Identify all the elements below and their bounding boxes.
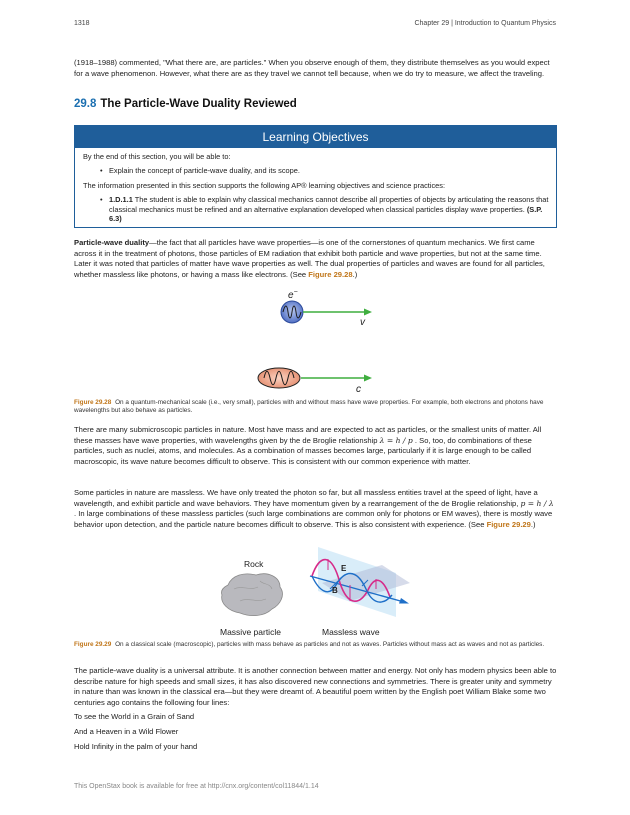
page-number: 1318	[74, 20, 90, 27]
caption-label: Figure 29.28	[74, 399, 112, 406]
figure-29-29	[210, 545, 425, 640]
figure-29-29-caption	[74, 641, 555, 649]
massless-wave-label: Massless wave	[322, 627, 380, 637]
section-title: The Particle-Wave Duality Reviewed	[100, 98, 297, 110]
objective-bullet	[83, 166, 550, 176]
poem-line-1: To see the World in a Grain of Sand	[74, 712, 195, 721]
paragraph-duality	[74, 238, 557, 280]
paragraph-text: . In large combinations of these massless particles (such large combinations are common only for photons or EM waves), there is mostly wave behavior upon detection, and the particle nature becomes difficult to observe. This is also consistent with experience. (See	[74, 509, 553, 529]
objective-text: Explain the concept of particle-wave duality, and its scope.	[109, 166, 300, 175]
electric-field-label: E	[341, 564, 347, 573]
electron-label: e−	[288, 289, 298, 301]
section-number: 29.8	[74, 98, 97, 110]
paragraph-universal-attribute: The particle-wave duality is a universal attribute. It is another connection between matter and energy. Not only has modern physics been able to describe nature for high speeds and small sizes, it has also discovered new connections and symmetries. There is greater unity and symmetry in nature than was known in the classical era—but they were dreamt of. A beautiful poem written by the English poet William Blake some two centuries ago contains the following four lines:	[74, 666, 557, 707]
term-particle-wave-duality: Particle-wave duality	[74, 238, 150, 247]
paragraph-end: .)	[352, 269, 358, 279]
ap-objective-text: The student is able to explain why classical mechanics cannot describe all properties of objects by articulating the reasons that classical mechanics must be refined and an alternative explanation developed when classical particles display wave properties.	[109, 195, 549, 214]
caption-text: On a classical scale (macroscopic), particles with mass behave as particles and not as waves. Particles without mass act as waves and not as particles.	[115, 641, 545, 648]
ap-objective-code: 1.D.1.1	[109, 195, 133, 204]
velocity-label: v	[360, 317, 365, 328]
figure-29-28-caption	[74, 399, 555, 416]
objectives-support: The information presented in this section supports the following AP® learning objectives and science practices:	[83, 181, 446, 190]
paragraph-duality-text: —the fact that all particles have wave properties—is one of the cornerstones of quantum mechanics. We first came across it in the treatment of photons, those particles of EM radiation that exhibit both particle and wave properties, but not at the same time. Later it was noted that particles of matter have wave properties as well. The dual properties of particles and waves are found for all particles, whether massless like photons, or having a mass like electrons. (See	[74, 238, 545, 279]
figure-29-29-link[interactable]: Figure 29.29	[486, 519, 531, 529]
figure-29-28-link[interactable]: Figure 29.28	[308, 269, 353, 279]
learning-objectives-box	[74, 125, 557, 228]
chapter-title: Chapter 29 | Introduction to Quantum Physics	[414, 20, 556, 27]
speed-of-light-label: c	[356, 384, 361, 395]
paragraph-text: There are many submicroscopic particles in nature. Most have mass and are expected to act as particles, or the smallest units of matter. All these masses have wave properties, with wavelengths given by the de Broglie relationship	[74, 425, 542, 445]
electron-particle	[281, 301, 303, 323]
em-wave	[310, 547, 410, 617]
intro-paragraph: (1918–1988) commented, "What there are, are particles." When you observe enough of them, they distribute themselves as you would expect for a wave phenomenon. However, what there are as they travel we cannot tell because, when we do try to measure, we affect the traveling.	[74, 58, 550, 78]
photon-velocity-arrow	[301, 375, 372, 382]
bullet-icon: •	[100, 166, 103, 175]
ap-objective-item	[83, 195, 550, 224]
section-heading	[74, 98, 297, 110]
de-broglie-momentum-formula: p = h / λ	[520, 498, 554, 508]
poem-line-3: Hold Infinity in the palm of your hand	[74, 742, 198, 751]
de-broglie-wavelength-formula: λ = h / p	[379, 435, 413, 445]
objectives-lead: By the end of this section, you will be able to:	[83, 152, 231, 161]
paragraph-massive-particles	[74, 425, 557, 467]
learning-objectives-heading: Learning Objectives	[75, 126, 556, 148]
electron-velocity-arrow	[303, 309, 372, 316]
paragraph-text: Some particles in nature are massless. We have only treated the photon so far, but all massless entities travel at the speed of light, have a wavelength, and exhibit particle and wave behaviors. They have momentum given by a rearrangement of the de Broglie relationship,	[74, 488, 538, 508]
bullet-icon: •	[100, 195, 103, 204]
photon-particle	[258, 368, 300, 388]
paragraph-text: . So, too, do combinations of these particles, such as nuclei, atoms, and molecules. As a combination of masses becomes large, particularly if it is large enough to be called macroscopic, its wave nature becomes difficult to observe. This is consistent with our common experience with matter.	[74, 435, 532, 466]
rock-shape	[221, 574, 282, 616]
caption-label: Figure 29.29	[74, 641, 112, 648]
paragraph-massless-particles	[74, 488, 557, 530]
poem-line-2: And a Heaven in a Wild Flower	[74, 727, 179, 736]
figure-29-28	[240, 285, 390, 395]
magnetic-field-label: B	[332, 586, 338, 595]
ap-objective-practice: (S.P. 6.3)	[109, 204, 543, 223]
page-footer: This OpenStax book is available for free at http://cnx.org/content/col11844/1.14	[74, 783, 319, 790]
rock-label: Rock	[244, 559, 264, 569]
massive-particle-label: Massive particle	[220, 627, 281, 637]
paragraph-end: .)	[530, 519, 536, 529]
caption-text: On a quantum-mechanical scale (i.e., very small), particles with and without mass have wave properties. For example, both electrons and photons have wavelengths but also behave as particles.	[74, 399, 544, 415]
